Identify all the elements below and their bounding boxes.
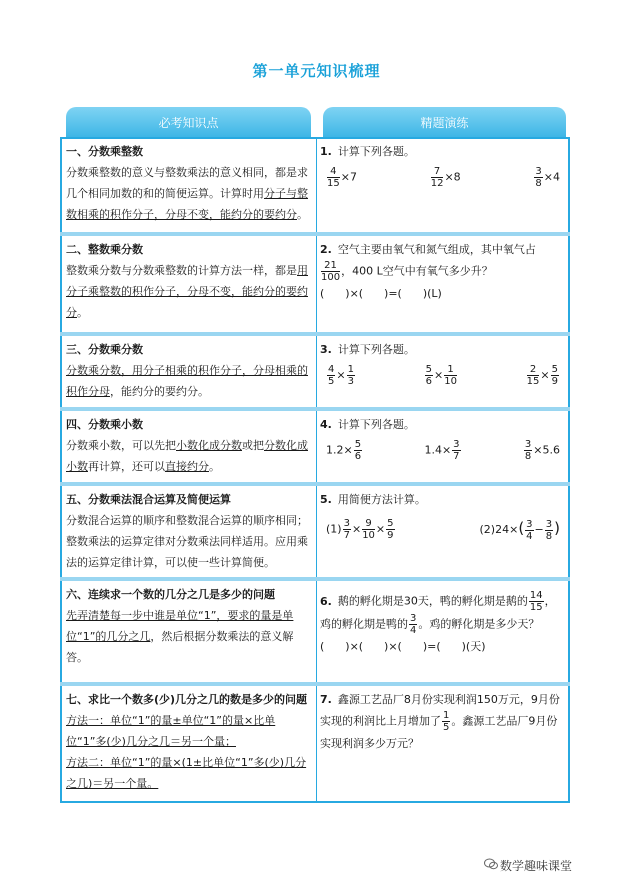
section-title: 五、分数乘法混合运算及简便运算 xyxy=(66,493,231,506)
section-title: 六、连续求一个数的几分之几是多少的问题 xyxy=(66,588,275,601)
wechat-icon xyxy=(484,858,498,870)
answer-formula: ( )×( )×( )=( )(天) xyxy=(320,640,486,653)
question-number: 6. xyxy=(320,594,332,608)
exercise-6 xyxy=(320,590,566,657)
question-number: 3. xyxy=(320,343,332,356)
question-text: 鹅的孵化期是30天，鸭的孵化期是鹅的 xyxy=(337,594,528,608)
fraction: $\frac{3}{4}$ xyxy=(410,613,417,636)
question-number: 5. xyxy=(320,493,332,506)
question-number: 1. xyxy=(320,145,332,158)
question-text: 。鑫源工艺品厂9月份实现利润多少万元？ xyxy=(320,714,558,750)
question-text: 。鸡的孵化期是多少天？ xyxy=(418,617,540,631)
calc-items xyxy=(320,435,566,462)
knowledge-section-4 xyxy=(66,414,312,477)
section-text: ，能约分的要约分。 xyxy=(110,385,209,398)
calc-items xyxy=(320,162,566,189)
row-divider xyxy=(60,407,570,411)
section-title: 四、分数乘小数 xyxy=(66,418,143,431)
exercise-1 xyxy=(320,141,566,189)
header-practice: 精题演练 xyxy=(323,107,566,137)
header-knowledge: 必考知识点 xyxy=(66,107,311,137)
calc-items xyxy=(320,360,566,387)
calc-item: $\frac{4}{5}$ × $\frac{1}{3}$ xyxy=(328,364,354,387)
calc-item: (1) $\frac{3}{7}$ × $\frac{9}{10}$ × $\frac{5}{9}$ xyxy=(326,518,394,542)
row-divider xyxy=(60,332,570,336)
calc-item: $\frac{2}{15}$ × $\frac{5}{9}$ xyxy=(526,364,558,387)
section-title: 三、分数乘分数 xyxy=(66,343,143,356)
answer-formula: ( )×( )=( )(L) xyxy=(320,287,442,300)
section-title: 七、求比一个数多(少)几分之几的数是多少的问题 xyxy=(66,693,308,706)
knowledge-section-1 xyxy=(66,141,312,225)
section-text-underlined: 小数化成分数 xyxy=(176,439,242,452)
section-title: 一、分数乘整数 xyxy=(66,145,143,158)
calc-item: $\frac{3}{8}$ ×4 xyxy=(535,166,560,189)
section-title: 二、整数乘分数 xyxy=(66,243,143,256)
knowledge-section-5 xyxy=(66,489,312,573)
question-number: 2. xyxy=(320,243,332,256)
question-text: 用简便方法计算。 xyxy=(337,493,426,506)
calc-item: 1.4× $\frac{3}{7}$ xyxy=(424,439,460,462)
calc-item: $\frac{4}{15}$ ×7 xyxy=(327,166,357,189)
watermark: 数学趣味课堂 xyxy=(500,859,573,873)
exercise-3 xyxy=(320,339,566,387)
section-text-underlined: 直接约分 xyxy=(165,460,209,473)
section-text: 整数乘分数与分数乘整数的计算方法一样，都是 xyxy=(66,264,297,277)
exercise-4 xyxy=(320,414,566,462)
page-title: 第一单元知识梳理 xyxy=(252,62,381,80)
knowledge-section-3 xyxy=(66,339,312,402)
row-divider xyxy=(60,682,570,686)
row-divider xyxy=(60,232,570,236)
exercise-7 xyxy=(320,689,566,754)
question-text: ，鸡的孵化期是鸭的 xyxy=(320,594,556,631)
question-text: 计算下列各题。 xyxy=(337,343,415,356)
exercise-2 xyxy=(320,239,566,304)
section-text: 分数乘整数的意义与整数乘法的意义相同，都是求几个相同加数的和的简便运算。计算时用 xyxy=(66,166,308,200)
exercise-5 xyxy=(320,489,566,542)
calc-item: $\frac{3}{8}$ ×5.6 xyxy=(524,439,560,462)
knowledge-section-2 xyxy=(66,239,312,323)
section-text: 。 xyxy=(297,208,308,221)
row-divider xyxy=(60,482,570,486)
section-text: 或把 xyxy=(242,439,264,452)
section-text-underlined: 分子与整数相乘的积作分子，分母不变，能约分的要约分 xyxy=(66,187,308,221)
knowledge-section-6 xyxy=(66,584,312,668)
column-divider xyxy=(316,137,317,803)
method-two: 方法二：单位“1”的量×(1±比单位“1”多(少)几分之几)＝另一个量。 xyxy=(66,756,307,790)
calc-item: (2)24×( $\frac{3}{4}$ − $\frac{3}{8}$ ) xyxy=(479,518,560,542)
question-text: ，400 L空气中有氧气多少升？ xyxy=(341,264,493,278)
section-text: 。 xyxy=(209,460,220,473)
question-text: 空气主要由氧气和氮气组成，其中氧气占 xyxy=(337,243,536,256)
knowledge-section-7 xyxy=(66,689,312,794)
calc-items xyxy=(320,510,566,542)
question-number: 7. xyxy=(320,693,332,706)
section-text-underlined: 用分子乘整数的积作分子，分母不变，能约分的要约分 xyxy=(66,264,308,319)
method-one: 方法一：单位“1”的量±单位“1”的量×比单位“1”多(少)几分之几＝另一个量； xyxy=(66,714,276,748)
question-text: 计算下列各题。 xyxy=(337,145,415,158)
question-text: 计算下列各题。 xyxy=(337,418,415,431)
section-text: 分数混合运算的顺序和整数混合运算的顺序相同；整数乘法的运算定律对分数乘法同样适用。应用乘法的运算定律计算，可以使一些计算简便。 xyxy=(66,514,308,569)
calc-item: $\frac{5}{6}$ × $\frac{1}{10}$ xyxy=(425,364,457,387)
section-text: 再计算，还可以 xyxy=(88,460,165,473)
calc-item: $\frac{7}{12}$ ×8 xyxy=(430,166,461,189)
calc-item: 1.2× $\frac{5}{6}$ xyxy=(326,439,362,462)
question-number: 4. xyxy=(320,418,332,431)
section-text-underlined: 先弄清楚每一步中谁是单位“1”，要求的量是单位“1”的几分之几 xyxy=(66,609,294,643)
fraction: $\frac{21}{100}$ xyxy=(321,260,341,283)
question-text: 鑫源工艺品厂8月份实现利润150万元，9月份实现的利润比上月增加了 xyxy=(320,693,560,728)
row-divider xyxy=(60,577,570,581)
section-text: ，然后根据分数乘法的意义解答。 xyxy=(66,630,294,664)
section-text-underlined: 分数乘分数，用分子相乘的积作分子，分母相乘的积作分母 xyxy=(66,364,308,398)
fraction: $\frac{1}{5}$ xyxy=(443,710,450,733)
section-text-underlined: 分数化成小数 xyxy=(66,439,308,473)
section-text: 分数乘小数，可以先把 xyxy=(66,439,176,452)
fraction: $\frac{14}{15}$ xyxy=(529,590,543,613)
section-text: 。 xyxy=(77,306,88,319)
